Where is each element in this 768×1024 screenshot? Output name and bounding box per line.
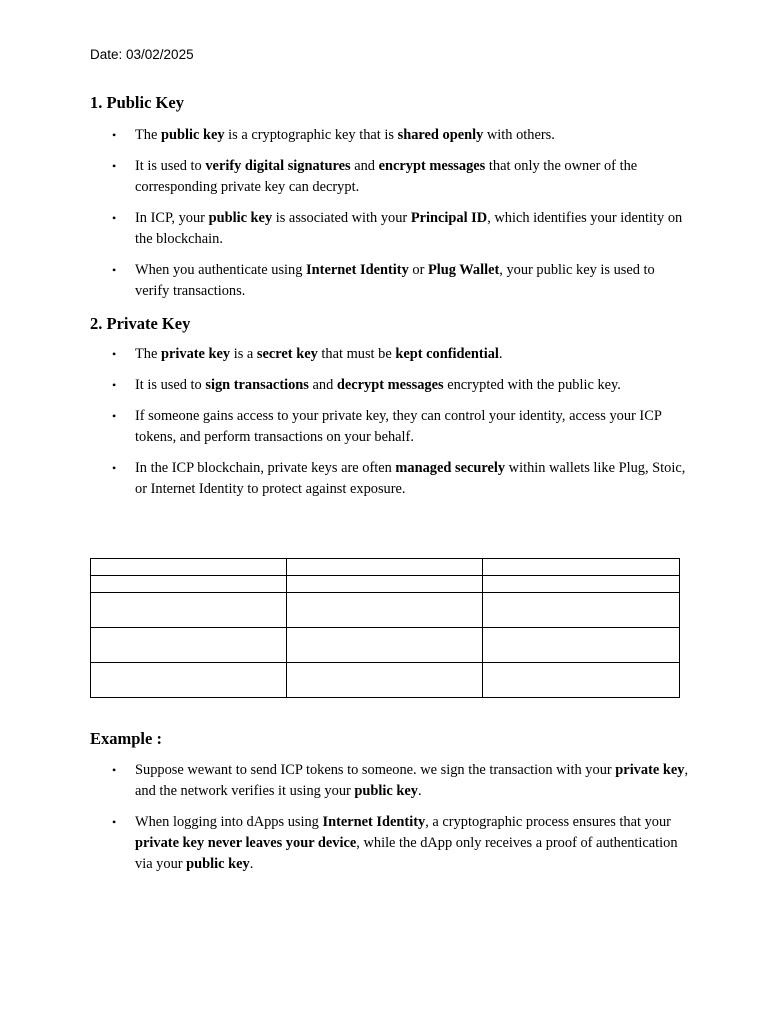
text-run: , while the dApp only receives a proof of authentication via your — [135, 835, 678, 872]
text-run: is a — [230, 346, 257, 362]
text-run: The — [135, 127, 161, 143]
table-cell — [483, 559, 680, 576]
bullet-dot-icon: • — [112, 763, 117, 777]
bold-text: decrypt messages — [336, 377, 444, 393]
text-run: , a cryptographic process ensures that your — [425, 814, 671, 830]
text-run: . — [418, 783, 422, 799]
text-run: . — [498, 346, 503, 362]
text-run: . — [249, 856, 254, 872]
bold-text: Internet Identity — [322, 814, 426, 830]
bold-text: public key — [208, 210, 273, 226]
text-run: In the ICP blockchain, private keys are often — [135, 460, 396, 476]
table-cell — [287, 663, 483, 698]
text-run: In ICP, your — [135, 210, 209, 226]
table-cell — [91, 593, 287, 628]
bold-text: private key — [160, 346, 231, 362]
text-run: , which identifies your identity on the blockchain. — [135, 210, 683, 247]
table-cell — [483, 593, 680, 628]
bullet-dot-icon: • — [112, 347, 117, 361]
bold-text: public key — [186, 856, 250, 872]
table-cell — [287, 593, 483, 628]
bold-text: Internet Identity — [306, 262, 409, 278]
example-bullet-list — [90, 760, 690, 885]
bullet-dot-icon: • — [112, 409, 117, 423]
section-heading-private-key: 2. Private Key — [90, 314, 191, 333]
bold-text: public key — [160, 127, 225, 143]
text-run: Suppose wewant to send ICP tokens to someone. we sign the transaction with your — [135, 762, 616, 778]
text-run: and — [308, 377, 337, 393]
bold-text: public key — [354, 783, 418, 799]
text-run: When logging into dApps using — [135, 814, 323, 830]
bullet-dot-icon: • — [112, 159, 117, 173]
text-run: within wallets like Plug, Stoic, or Internet Identity to protect against exposure. — [135, 460, 686, 497]
bullet-item — [90, 156, 690, 198]
bullet-item — [90, 125, 690, 146]
bullet-dot-icon: • — [112, 263, 117, 277]
table-cell — [483, 628, 680, 663]
text-run: When you authenticate using — [135, 262, 307, 278]
bullet-item — [90, 208, 690, 250]
table-cell — [287, 559, 483, 576]
bullet-dot-icon: • — [112, 815, 117, 829]
text-run: is associated with your — [272, 210, 411, 226]
text-run: It is used to — [135, 158, 206, 174]
table-cell — [287, 628, 483, 663]
text-run: that must be — [317, 346, 396, 362]
section-heading-public-key: 1. Public Key — [90, 93, 184, 112]
text-run: that only the owner of the corresponding private key can decrypt. — [135, 158, 638, 195]
bold-text: Plug Wallet — [427, 262, 500, 278]
text-run: with others. — [483, 127, 555, 143]
text-run: It is used to — [135, 377, 206, 393]
bold-text: shared openly — [397, 127, 484, 143]
text-run: If someone gains access to your private key, they can control your identity, access your ICP tokens, and perform transactions on your behalf. — [135, 408, 662, 445]
table-cell — [483, 663, 680, 698]
bullet-dot-icon: • — [112, 211, 117, 225]
table-cell — [91, 628, 287, 663]
table-row — [91, 593, 680, 628]
bold-text: Principal ID — [410, 210, 488, 226]
bold-text: verify digital signatures — [205, 158, 351, 174]
bullet-item — [90, 406, 690, 448]
bullet-dot-icon: • — [112, 461, 117, 475]
bullet-item — [90, 760, 690, 802]
text-run: , your public key is used to verify transactions. — [135, 262, 655, 299]
bullet-dot-icon: • — [112, 128, 117, 142]
text-run: and — [350, 158, 379, 174]
table-cell — [91, 576, 287, 593]
bullet-item — [90, 375, 690, 396]
table-cell — [91, 663, 287, 698]
bullet-item — [90, 458, 690, 500]
bold-text: encrypt messages — [378, 158, 486, 174]
private-key-bullet-list — [90, 344, 690, 510]
public-key-bullet-list — [90, 125, 690, 312]
bullet-item — [90, 260, 690, 302]
table-row — [91, 628, 680, 663]
bold-text: sign transactions — [205, 377, 309, 393]
table-cell — [483, 576, 680, 593]
bullet-item — [90, 812, 690, 875]
bold-text: private key never leaves your device — [135, 835, 357, 851]
text-run: or — [408, 262, 428, 278]
text-run: is a cryptographic key that is — [224, 127, 398, 143]
document-date: Date: 03/02/2025 — [90, 47, 194, 62]
section-heading-example: Example : — [90, 729, 162, 748]
table-cell — [91, 559, 287, 576]
bullet-dot-icon: • — [112, 378, 117, 392]
text-run: encrypted with the public key. — [443, 377, 621, 393]
text-run: , and the network verifies it using your — [135, 762, 689, 799]
empty-table — [90, 558, 680, 698]
table-row — [91, 663, 680, 698]
bold-text: managed securely — [395, 460, 506, 476]
table-row — [91, 559, 680, 576]
text-run: The — [135, 346, 161, 362]
table-cell — [287, 576, 483, 593]
bold-text: secret key — [256, 346, 318, 362]
table-row — [91, 576, 680, 593]
bold-text: private key — [615, 762, 685, 778]
bullet-item — [90, 344, 690, 365]
bold-text: kept confidential — [395, 346, 499, 362]
